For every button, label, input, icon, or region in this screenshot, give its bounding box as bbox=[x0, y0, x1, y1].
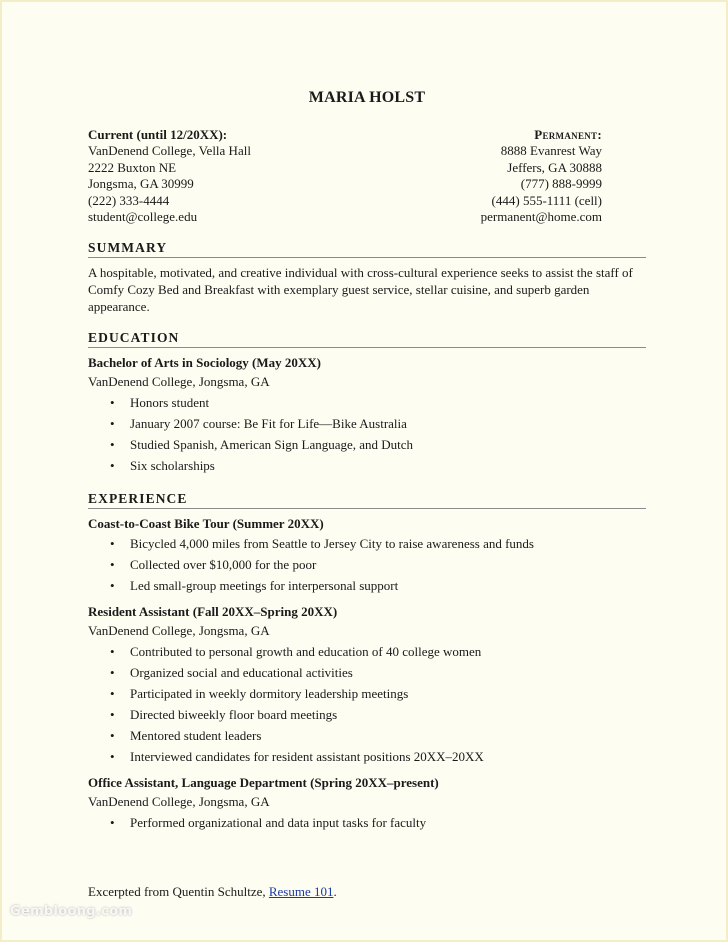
address-block bbox=[88, 127, 646, 225]
school-name: VanDenend College, Jongsma, GA bbox=[88, 374, 270, 390]
list-item: • Contributed to personal growth and education of 40 college women bbox=[88, 641, 646, 662]
degree-title: Bachelor of Arts in Sociology (May 20XX) bbox=[88, 355, 322, 371]
bullet-icon: • bbox=[110, 437, 115, 453]
experience-heading: EXPERIENCE bbox=[88, 491, 646, 509]
list-item: • Mentored student leaders bbox=[88, 725, 646, 746]
current-address-line: VanDenend College, Vella Hall bbox=[88, 143, 251, 159]
bullet-icon: • bbox=[110, 728, 115, 744]
job-bullets bbox=[88, 533, 646, 596]
resume-content bbox=[88, 86, 646, 833]
bullet-icon: • bbox=[110, 557, 115, 573]
current-email: student@college.edu bbox=[88, 209, 198, 225]
bullet-icon: • bbox=[110, 416, 115, 432]
bullet-icon: • bbox=[110, 707, 115, 723]
candidate-name: MARIA HOLST bbox=[308, 89, 426, 106]
list-item: • Honors student bbox=[88, 392, 646, 413]
permanent-address-line: 8888 Evanrest Way bbox=[500, 143, 602, 159]
permanent-address-line: Jeffers, GA 30888 bbox=[507, 159, 602, 175]
list-item: • Interviewed candidates for resident assistant positions 20XX–20XX bbox=[88, 746, 646, 767]
list-item: • Participated in weekly dormitory leadership meetings bbox=[88, 683, 646, 704]
bullet-icon: • bbox=[110, 458, 115, 474]
job-bullets bbox=[88, 812, 646, 833]
summary-text: A hospitable, motivated, and creative individual with cross-cultural experience seeks to assist the staff of Comfy Cozy Bed and Breakfast with exemplary guest service, stellar cuisine, and superb garden appearance. bbox=[88, 265, 633, 315]
permanent-phone: (777) 888-9999 bbox=[520, 176, 602, 192]
list-item: • Led small-group meetings for interpersonal support bbox=[88, 575, 646, 596]
current-address bbox=[88, 127, 388, 225]
list-item: • Organized social and educational activities bbox=[88, 662, 646, 683]
permanent-cell: (444) 555-1111 (cell) bbox=[491, 192, 602, 208]
bullet-icon: • bbox=[110, 536, 115, 552]
current-address-line: 2222 Buxton NE bbox=[88, 159, 177, 175]
job-title: Coast-to-Coast Bike Tour (Summer 20XX) bbox=[88, 516, 324, 532]
current-address-line: Jongsma, GA 30999 bbox=[88, 176, 194, 192]
bullet-icon: • bbox=[110, 749, 115, 765]
site-watermark: Gembloong.com bbox=[10, 904, 133, 919]
list-item: • Bicycled 4,000 miles from Seattle to Jersey City to raise awareness and funds bbox=[88, 533, 646, 554]
permanent-address bbox=[481, 127, 646, 225]
permanent-address-label: Permanent: bbox=[534, 127, 602, 142]
source-credit: Excerpted from Quentin Schultze, Resume 101. bbox=[88, 884, 337, 899]
list-item: • Collected over $10,000 for the poor bbox=[88, 554, 646, 575]
summary-heading: SUMMARY bbox=[88, 240, 646, 258]
education-heading: EDUCATION bbox=[88, 330, 646, 348]
resume-101-link[interactable]: Resume 101 bbox=[268, 884, 334, 899]
list-item: • Studied Spanish, American Sign Language, and Dutch bbox=[88, 434, 646, 455]
bullet-icon: • bbox=[110, 815, 115, 831]
education-list bbox=[88, 392, 646, 476]
list-item: • Directed biweekly floor board meetings bbox=[88, 704, 646, 725]
bullet-icon: • bbox=[110, 644, 115, 660]
current-address-label: Current (until 12/20XX): bbox=[88, 127, 228, 142]
bullet-icon: • bbox=[110, 395, 115, 411]
bullet-icon: • bbox=[110, 686, 115, 702]
job-bullets bbox=[88, 641, 646, 767]
bullet-icon: • bbox=[110, 665, 115, 681]
permanent-email: permanent@home.com bbox=[480, 209, 602, 225]
list-item: • Performed organizational and data input tasks for faculty bbox=[88, 812, 646, 833]
job-employer: VanDenend College, Jongsma, GA bbox=[88, 623, 270, 639]
bullet-icon: • bbox=[110, 578, 115, 594]
list-item: • January 2007 course: Be Fit for Life—Bike Australia bbox=[88, 413, 646, 434]
job-employer: VanDenend College, Jongsma, GA bbox=[88, 794, 270, 810]
job-title: Resident Assistant (Fall 20XX–Spring 20XX) bbox=[88, 604, 338, 620]
job-title: Office Assistant, Language Department (Spring 20XX–present) bbox=[88, 775, 439, 791]
list-item: • Six scholarships bbox=[88, 455, 646, 476]
current-phone: (222) 333-4444 bbox=[88, 192, 170, 208]
